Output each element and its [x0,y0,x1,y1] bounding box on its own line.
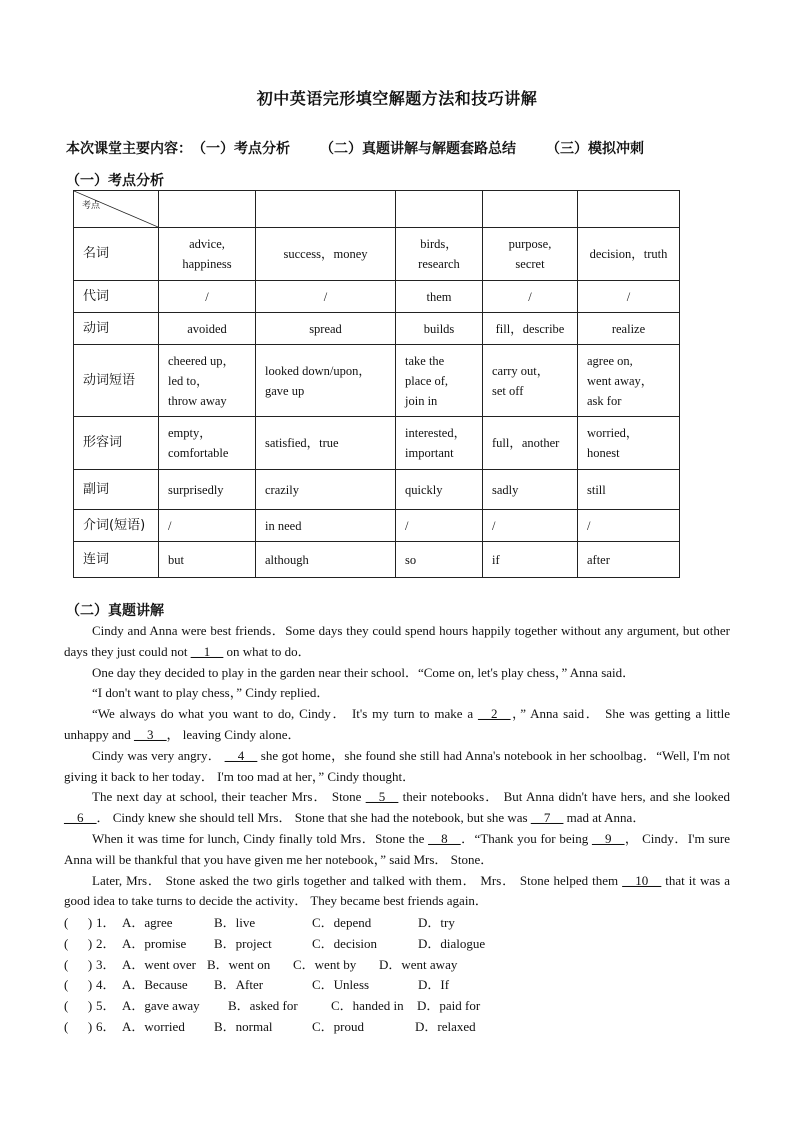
option-d: D．dialogue [418,935,486,951]
passage-paragraph [64,621,730,663]
option-d: D．relaxed [415,1018,476,1034]
passage-text: mad at Anna． [563,810,646,826]
empty-header-cell [256,191,396,228]
table-row [74,228,680,281]
table-cell: surprisedly [159,470,256,510]
option-c: C．proud [312,1018,365,1034]
table-cell: / [256,281,396,313]
option-b: B．went on [207,956,271,972]
table-cell: avoided [159,313,256,345]
table-row [74,281,680,313]
row-header: 动词短语 [74,345,159,417]
table-cell: looked down/upon， gave up [256,345,396,417]
question-number: 1． [96,915,116,930]
question-number: 3． [96,956,116,972]
row-header: 形容词 [74,417,159,470]
question-item [64,1017,730,1038]
row-header: 副词 [74,470,159,510]
blank-7: __7__ [530,810,564,826]
option-c: C．Unless [312,977,370,993]
table-cell: carry out， set off [483,345,578,417]
table-row [74,510,680,542]
table-cell: / [159,510,256,542]
row-header: 连词 [74,542,159,578]
table-cell: still [578,470,680,510]
row-header: 动词 [74,313,159,345]
row-header: 代词 [74,281,159,313]
option-b: B．project [214,935,272,951]
intro-label: 本次课堂主要内容： [66,141,192,157]
table-row [74,417,680,470]
empty-header-cell [159,191,256,228]
answer-paren: ( ) [64,1018,93,1034]
option-a: A．agree [122,915,173,930]
table-cell: if [483,542,578,578]
question-item [64,913,730,934]
answer-paren: ( ) [64,935,93,951]
passage-text: ． Cindy knew she should tell Mrs． Stone that she had the notebook, but she was [96,810,531,826]
option-a: A．promise [122,935,187,951]
corner-label: 考点 [82,201,101,211]
option-b: B．asked for [228,998,298,1014]
table-cell: realize [578,313,680,345]
option-a: A．worried [122,1018,185,1034]
question-number: 4． [96,977,116,993]
table-cell: agree on, went away， ask for [578,345,680,417]
table-corner-cell [74,191,159,228]
table-cell: although [256,542,396,578]
table-cell: purpose, secret [483,228,578,281]
table-row [74,345,680,417]
table-cell: builds [396,313,483,345]
answer-paren: ( ) [64,977,93,993]
option-d: D．paid for [417,998,481,1014]
table-cell: / [578,281,680,313]
table-cell: / [483,510,578,542]
table-cell: empty， comfortable [159,417,256,470]
passage-text: Cindy and Anna were best friends．Some days they could spend hours happily together without any argument, but other days they just could not [64,623,730,659]
table-cell: worried， honest [578,417,680,470]
question-list [64,913,730,1038]
blank-2: __2__ [478,706,511,722]
passage-paragraph [64,683,730,704]
blank-4: __4__ [224,747,258,763]
option-a: A．Because [122,977,188,993]
passage-text: ， Cindy．I'm sure Anna will be thankful that you have given me her notebook，” said Mrs． Stone． [64,830,730,867]
option-c: C．decision [312,935,377,951]
table-cell: / [483,281,578,313]
table-row [74,542,680,578]
option-a: A．went over [122,956,197,972]
passage-text: “We always do what you want to do, Cindy． It's my turn to make a [92,706,479,722]
question-item [64,934,730,955]
table-cell: but [159,542,256,578]
option-b: B．After [214,977,264,993]
answer-paren: ( ) [64,998,93,1014]
table-cell: satisfied，true [256,417,396,470]
answer-paren: ( ) [64,915,93,930]
section-2-heading: （二）真题讲解 [66,603,164,619]
table-cell: cheered up， led to， throw away [159,345,256,417]
table-cell: take the place of, join in [396,345,483,417]
passage-text: “I don't want to play chess，” Cindy replied． [92,685,330,701]
table-row [74,313,680,345]
exam-points-table [73,190,680,578]
passage-text: on what to do． [223,643,311,659]
table-cell: sadly [483,470,578,510]
blank-1: __1__ [190,643,224,659]
passage-text: their notebooks． But Anna didn't have hers, and she looked [398,789,731,805]
table-cell: / [578,510,680,542]
question-item [64,996,730,1017]
passage-paragraph [64,746,730,788]
blank-9: __9__ [591,830,625,846]
passage-text: One day they decided to play in the garden near their school．“Come on, let's play chess，” Anna said． [92,664,636,680]
table-cell: fill，describe [483,313,578,345]
option-b: B．normal [214,1018,273,1034]
table-cell: advice, happiness [159,228,256,281]
row-header: 名词 [74,228,159,281]
passage-text: Later, Mrs． Stone asked the two girls together and talked with them． Mrs． Stone helped them [92,872,623,888]
blank-5: __5__ [365,789,399,805]
passage-paragraph [64,663,730,684]
question-item [64,955,730,976]
passage-paragraph [64,871,730,913]
question-item [64,975,730,996]
table-cell: crazily [256,470,396,510]
passage-paragraph [64,829,730,871]
passage-paragraph [64,787,730,829]
cloze-passage [64,621,730,912]
table-cell: full，another [483,417,578,470]
row-header: 介词(短语) [74,510,159,542]
table-cell: birds， research [396,228,483,281]
option-d: D．If [418,977,450,993]
section-1-heading: （一）考点分析 [66,173,164,189]
option-d: D．went away [379,956,458,972]
intro-line [66,138,746,158]
table-cell: in need [256,510,396,542]
table-cell: interested， important [396,417,483,470]
passage-text: she got home，she found she still had Anna's notebook in her schoolbag．“Well, I'm not giving it back to her today． I'm too mad at her，” Cindy thought． [64,747,730,784]
option-c: C．depend [312,915,372,930]
option-a: A．gave away [122,998,200,1014]
table-cell: spread [256,313,396,345]
passage-text: that it was a good idea to take turns to decide the activity． They became best friends again． [64,872,730,909]
passage-paragraph [64,704,730,746]
intro-item-2: （二）真题讲解与解题套路总结 [320,141,516,157]
blank-10: __10__ [622,872,662,888]
table-cell: quickly [396,470,483,510]
question-number: 5． [96,998,116,1014]
table-header-row [74,191,680,228]
passage-text: When it was time for lunch, Cindy finally told Mrs．Stone the [92,830,429,846]
blank-8: __8__ [428,830,461,846]
question-number: 6． [96,1018,116,1034]
passage-text: The next day at school, their teacher Mrs． Stone [92,789,366,805]
option-c: C．went by [293,956,357,972]
option-d: D．try [418,915,455,930]
blank-6: __6__ [64,810,97,826]
question-number: 2． [96,935,116,951]
empty-header-cell [396,191,483,228]
intro-item-1: （一）考点分析 [192,141,290,157]
option-b: B．live [214,915,256,930]
passage-text: ，” Anna said． She was getting a little unhappy and [64,706,730,742]
passage-text: ．“Thank you for being [460,830,592,846]
table-cell: after [578,542,680,578]
table-cell: success，money [256,228,396,281]
passage-text: ， leaving Cindy alone． [166,726,301,742]
table-cell: / [159,281,256,313]
blank-3: __3__ [134,726,167,742]
table-cell: / [396,510,483,542]
option-c: C．handed in [331,998,404,1014]
answer-paren: ( ) [64,956,93,972]
intro-item-3: （三）模拟冲刺 [546,141,644,157]
table-cell: them [396,281,483,313]
empty-header-cell [578,191,680,228]
table-cell: decision，truth [578,228,680,281]
page-title: 初中英语完形填空解题方法和技巧讲解 [256,89,538,108]
empty-header-cell [483,191,578,228]
table-cell: so [396,542,483,578]
passage-text: Cindy was very angry． [92,747,225,763]
table-row [74,470,680,510]
